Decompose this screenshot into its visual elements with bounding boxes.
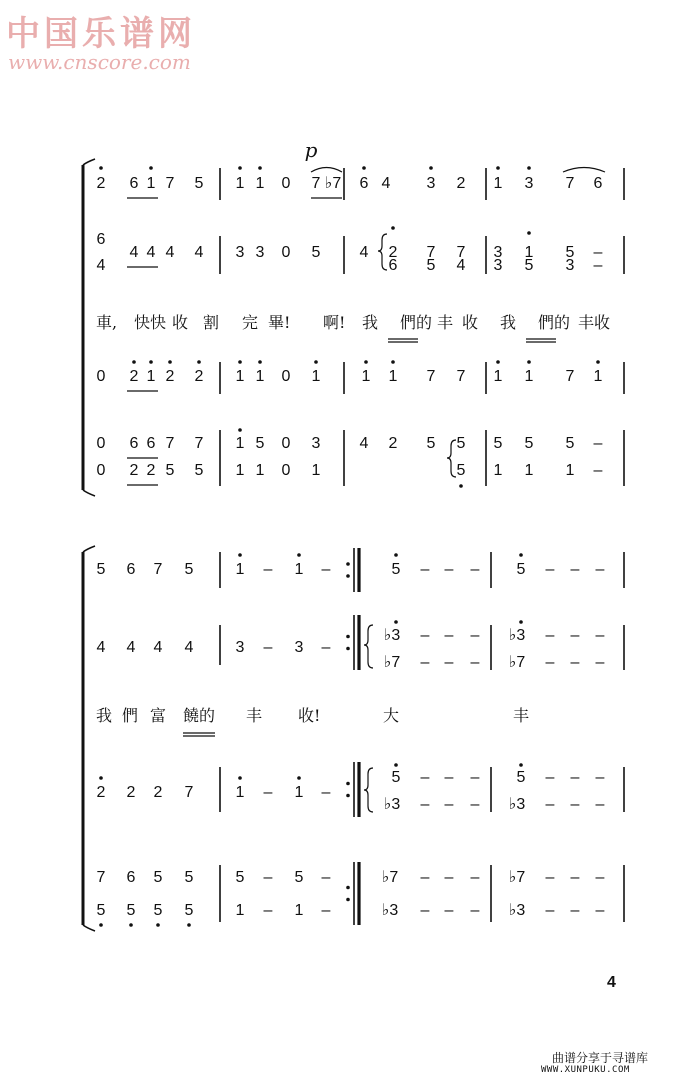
note: 1	[294, 784, 304, 801]
chord-brace	[378, 234, 387, 270]
note: 5	[565, 244, 575, 261]
tie-slur	[311, 168, 342, 173]
note: 4	[194, 244, 204, 261]
note: 5	[516, 561, 526, 578]
lyric: 收	[462, 313, 479, 332]
note: 7	[184, 784, 194, 801]
note: 7	[153, 561, 163, 578]
note: –	[420, 654, 430, 671]
note: 3	[565, 257, 575, 274]
note: 5	[516, 769, 526, 786]
note: 2	[153, 784, 163, 801]
note: 2	[96, 784, 106, 801]
note: 6	[359, 175, 369, 192]
octave-dot	[149, 166, 153, 170]
octave-dot	[346, 886, 350, 890]
note: –	[444, 796, 454, 813]
note: –	[545, 561, 555, 578]
note: –	[263, 561, 273, 578]
note: –	[263, 902, 273, 919]
octave-dot	[391, 360, 395, 364]
octave-dot	[527, 360, 531, 364]
note: 4	[153, 639, 163, 656]
note: 5	[426, 257, 436, 274]
note: 6	[126, 869, 136, 886]
note: –	[570, 869, 580, 886]
octave-dot	[394, 763, 398, 767]
octave-dot	[314, 360, 318, 364]
note: 3	[311, 435, 321, 452]
note: 1	[235, 435, 245, 452]
note: 1	[235, 902, 245, 919]
note: 1	[235, 561, 245, 578]
note: –	[470, 627, 480, 644]
octave-dot	[459, 484, 463, 488]
note: ♭7	[383, 654, 401, 671]
tie-slur	[563, 168, 605, 173]
note: –	[470, 654, 480, 671]
note: 7	[165, 175, 175, 192]
note: 4	[359, 244, 369, 261]
note: –	[570, 902, 580, 919]
note: 5	[235, 869, 245, 886]
note: 5	[153, 869, 163, 886]
note: 4	[359, 435, 369, 452]
lyric: 畢!	[268, 313, 291, 332]
note: –	[545, 654, 555, 671]
note: –	[444, 902, 454, 919]
octave-dot	[238, 428, 242, 432]
note: –	[570, 627, 580, 644]
note: 1	[565, 462, 575, 479]
lyric: 快快	[134, 313, 167, 332]
note: 5	[311, 244, 321, 261]
note: 4	[129, 244, 139, 261]
note: 6	[146, 435, 156, 452]
note: –	[470, 769, 480, 786]
note: 1	[493, 368, 503, 385]
octave-dot	[168, 360, 172, 364]
note: 7	[426, 244, 436, 261]
octave-dot	[527, 166, 531, 170]
octave-dot	[129, 923, 133, 927]
note: 2	[129, 368, 139, 385]
note: 0	[96, 435, 106, 452]
note: ♭3	[383, 796, 401, 813]
note: –	[595, 654, 605, 671]
note: 1	[294, 902, 304, 919]
note: –	[595, 769, 605, 786]
note: 5	[126, 902, 136, 919]
note: 3	[493, 257, 503, 274]
note: 5	[96, 561, 106, 578]
note: 5	[565, 435, 575, 452]
octave-dot	[362, 166, 366, 170]
lyric: 我	[500, 313, 517, 332]
note: 5	[391, 561, 401, 578]
note: 1	[311, 462, 321, 479]
octave-dot	[99, 166, 103, 170]
note: –	[420, 627, 430, 644]
note: 5	[255, 435, 265, 452]
note: 1	[311, 368, 321, 385]
note: –	[321, 902, 331, 919]
note: 1	[146, 368, 156, 385]
note: –	[420, 769, 430, 786]
note: 3	[426, 175, 436, 192]
note: 5	[194, 175, 204, 192]
note: 4	[126, 639, 136, 656]
note: 6	[129, 435, 139, 452]
note: 1	[524, 244, 534, 261]
lyric: 丰	[246, 706, 263, 725]
lyric: 丰	[437, 313, 454, 332]
lyric: 們的	[538, 313, 571, 332]
octave-dot	[346, 898, 350, 902]
note: 5	[153, 902, 163, 919]
note: –	[321, 561, 331, 578]
octave-dot	[238, 166, 242, 170]
note: 7	[165, 435, 175, 452]
note: 6	[129, 175, 139, 192]
dynamic-marking: p	[304, 138, 318, 162]
lyric: 車,	[96, 313, 118, 332]
octave-dot	[238, 360, 242, 364]
note: –	[595, 902, 605, 919]
lyric: 饒的	[183, 706, 216, 725]
note: –	[263, 784, 273, 801]
note: –	[570, 769, 580, 786]
note: 3	[524, 175, 534, 192]
octave-dot	[496, 166, 500, 170]
page-number: 4	[607, 974, 616, 991]
system-bracket-hook	[83, 925, 95, 931]
note: 5	[96, 902, 106, 919]
note: 5	[456, 462, 466, 479]
note: –	[545, 769, 555, 786]
lyric: 富	[150, 706, 167, 725]
note: 3	[235, 244, 245, 261]
note: ♭3	[383, 627, 401, 644]
note: ♭7	[324, 175, 342, 192]
lyric: 丰收	[578, 313, 611, 332]
note: 1	[255, 462, 265, 479]
note: 5	[493, 435, 503, 452]
note: 1	[493, 462, 503, 479]
note: –	[420, 796, 430, 813]
note: 0	[96, 462, 106, 479]
note: –	[420, 902, 430, 919]
note: 1	[361, 368, 371, 385]
note: –	[444, 561, 454, 578]
note: 5	[426, 435, 436, 452]
octave-dot	[519, 620, 523, 624]
note: 7	[456, 368, 466, 385]
note: 2	[388, 244, 398, 261]
chord-brace	[364, 768, 373, 812]
note: ♭3	[508, 796, 526, 813]
lyric: 完	[242, 313, 259, 332]
octave-dot	[429, 166, 433, 170]
note: 1	[294, 561, 304, 578]
note: –	[470, 561, 480, 578]
note: –	[263, 639, 273, 656]
note: 1	[146, 175, 156, 192]
note: 2	[165, 368, 175, 385]
octave-dot	[519, 553, 523, 557]
system-bracket-hook	[83, 490, 95, 496]
note: –	[593, 244, 603, 261]
note: 1	[235, 784, 245, 801]
note: –	[595, 561, 605, 578]
note: –	[595, 796, 605, 813]
note: –	[545, 627, 555, 644]
footer-credit: 曲谱分享于寻谱库	[552, 1051, 649, 1065]
lyric: 們	[122, 706, 139, 725]
note: 1	[255, 368, 265, 385]
octave-dot	[346, 794, 350, 798]
octave-dot	[519, 763, 523, 767]
octave-dot	[394, 620, 398, 624]
lyric: 啊!	[323, 313, 346, 332]
note: 1	[235, 175, 245, 192]
note: 5	[294, 869, 304, 886]
note: 5	[524, 257, 534, 274]
note: 7	[565, 175, 575, 192]
note: 4	[96, 639, 106, 656]
octave-dot	[346, 574, 350, 578]
note: 6	[388, 257, 398, 274]
note: 1	[593, 368, 603, 385]
note: 1	[235, 368, 245, 385]
note: –	[570, 561, 580, 578]
octave-dot	[99, 923, 103, 927]
note: 7	[96, 869, 106, 886]
lyric: 割	[203, 313, 220, 332]
note: 5	[165, 462, 175, 479]
note: 0	[281, 462, 291, 479]
octave-dot	[346, 647, 350, 651]
note: 7	[456, 244, 466, 261]
note: –	[593, 462, 603, 479]
chord-brace	[447, 440, 456, 477]
octave-dot	[297, 776, 301, 780]
note: 0	[281, 435, 291, 452]
note: –	[321, 639, 331, 656]
note: –	[570, 654, 580, 671]
note: –	[570, 796, 580, 813]
lyric: 收!	[298, 706, 321, 725]
note: 0	[281, 244, 291, 261]
lyric: 丰	[513, 706, 530, 725]
note: –	[470, 902, 480, 919]
note: 2	[194, 368, 204, 385]
note: –	[545, 796, 555, 813]
octave-dot	[364, 360, 368, 364]
octave-dot	[258, 166, 262, 170]
note: –	[420, 869, 430, 886]
note: –	[263, 869, 273, 886]
octave-dot	[197, 360, 201, 364]
note: 5	[184, 869, 194, 886]
lyric: 收	[172, 313, 189, 332]
note: –	[595, 627, 605, 644]
note: –	[545, 869, 555, 886]
note: ♭3	[508, 902, 526, 919]
note: 3	[493, 244, 503, 261]
note: ♭7	[508, 869, 526, 886]
chord-brace	[364, 625, 373, 668]
note: 2	[388, 435, 398, 452]
note: 3	[235, 639, 245, 656]
note: 6	[96, 231, 106, 248]
octave-dot	[99, 776, 103, 780]
lyric: 我	[362, 313, 379, 332]
note: 5	[456, 435, 466, 452]
system-bracket-hook	[83, 546, 95, 552]
octave-dot	[238, 776, 242, 780]
note: 5	[184, 902, 194, 919]
note: ♭3	[381, 902, 399, 919]
octave-dot	[596, 360, 600, 364]
note: 1	[524, 368, 534, 385]
note: –	[545, 902, 555, 919]
note: 7	[194, 435, 204, 452]
note: –	[470, 869, 480, 886]
note: 5	[391, 769, 401, 786]
note: 1	[235, 462, 245, 479]
note: 4	[96, 257, 106, 274]
octave-dot	[346, 562, 350, 566]
note: 1	[524, 462, 534, 479]
octave-dot	[391, 226, 395, 230]
note: 2	[96, 175, 106, 192]
note: 3	[255, 244, 265, 261]
lyric: 們的	[400, 313, 433, 332]
note: –	[593, 435, 603, 452]
note: ♭7	[508, 654, 526, 671]
note: 4	[165, 244, 175, 261]
octave-dot	[394, 553, 398, 557]
note: 0	[96, 368, 106, 385]
note: 2	[126, 784, 136, 801]
note: –	[444, 769, 454, 786]
note: 0	[281, 368, 291, 385]
watermark-logo: 中国乐谱网	[6, 14, 196, 54]
octave-dot	[527, 231, 531, 235]
note: 0	[281, 175, 291, 192]
note: 1	[388, 368, 398, 385]
note: 4	[456, 257, 466, 274]
octave-dot	[187, 923, 191, 927]
octave-dot	[346, 782, 350, 786]
note: 3	[294, 639, 304, 656]
note: –	[444, 654, 454, 671]
note: –	[321, 784, 331, 801]
octave-dot	[156, 923, 160, 927]
note: –	[420, 561, 430, 578]
note: 5	[194, 462, 204, 479]
lyric: 我	[96, 706, 113, 725]
note: 6	[593, 175, 603, 192]
octave-dot	[258, 360, 262, 364]
octave-dot	[297, 553, 301, 557]
note: 5	[524, 435, 534, 452]
note: 1	[493, 175, 503, 192]
octave-dot	[238, 553, 242, 557]
note: –	[321, 869, 331, 886]
octave-dot	[496, 360, 500, 364]
note: 4	[381, 175, 391, 192]
octave-dot	[149, 360, 153, 364]
note: 5	[184, 561, 194, 578]
watermark-url: www.cnscore.com	[8, 50, 191, 74]
note: 6	[126, 561, 136, 578]
note: 4	[184, 639, 194, 656]
note: 7	[311, 175, 321, 192]
note: 4	[146, 244, 156, 261]
note: 1	[255, 175, 265, 192]
system-bracket-hook	[83, 159, 95, 165]
note: 7	[565, 368, 575, 385]
note: –	[593, 257, 603, 274]
note: –	[444, 869, 454, 886]
note: –	[470, 796, 480, 813]
note: 7	[426, 368, 436, 385]
octave-dot	[346, 635, 350, 639]
note: –	[595, 869, 605, 886]
octave-dot	[132, 360, 136, 364]
note: 2	[146, 462, 156, 479]
note: ♭7	[381, 869, 399, 886]
note: –	[444, 627, 454, 644]
note: 2	[129, 462, 139, 479]
note: 2	[456, 175, 466, 192]
lyric: 大	[383, 706, 400, 725]
footer-url: WWW.XUNPUKU.COM	[541, 1065, 630, 1075]
note: ♭3	[508, 627, 526, 644]
